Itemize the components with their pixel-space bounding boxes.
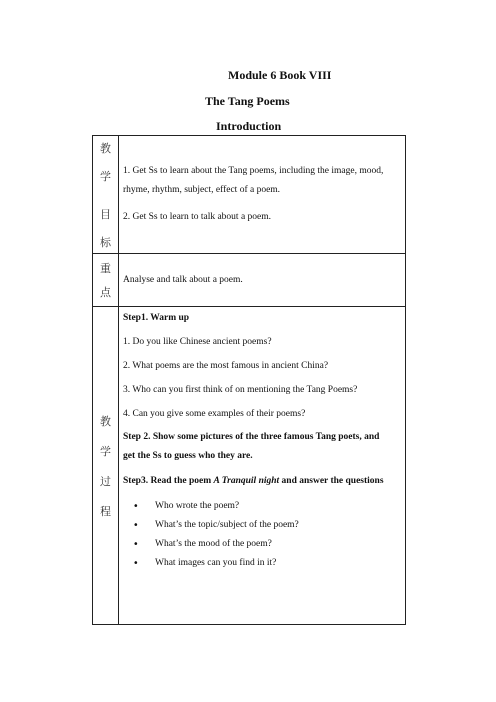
label-char: 点 <box>100 286 111 299</box>
objectives-label-cell <box>93 136 119 254</box>
question-text: Who wrote the poem? <box>155 501 240 511</box>
label-char: 过 <box>100 474 111 488</box>
step-3-prefix: Step3. Read the poem <box>123 476 214 486</box>
step-3-suffix: and answer the questions <box>279 476 384 486</box>
question-text: What images can you find in it? <box>155 558 277 568</box>
process-row <box>93 307 406 625</box>
lesson-title: The Tang Poems <box>205 94 290 108</box>
objective-1-line-1: 1. Get Ss to learn about the Tang poems, including the image, mood, <box>123 166 384 176</box>
list-item <box>123 554 401 573</box>
bullet-icon: • <box>133 558 139 569</box>
objective-1-line-2: rhyme, rhythm, subject, effect of a poem. <box>123 185 281 195</box>
label-char: 目 <box>100 207 111 221</box>
step-2-line-2: get the Ss to guess who they are. <box>123 451 253 461</box>
list-item <box>123 516 401 535</box>
warmup-question: 2. What poems are the most famous in ancient China? <box>123 361 329 371</box>
bullet-icon: • <box>133 539 139 550</box>
key-points-content-cell <box>119 254 406 307</box>
lesson-plan-table <box>92 135 406 625</box>
key-points-label-cell <box>93 254 119 307</box>
question-text: What’s the mood of the poem? <box>155 539 272 549</box>
list-item <box>123 535 401 554</box>
step-3-heading <box>123 472 401 491</box>
poem-title: A Tranquil night <box>213 476 280 486</box>
label-char: 学 <box>100 444 111 458</box>
process-label-cell <box>93 307 119 625</box>
question-list <box>123 497 401 573</box>
label-char: 程 <box>100 504 111 518</box>
label-char: 重 <box>100 262 111 275</box>
label-char: 学 <box>100 169 111 183</box>
step-2-line-1: Step 2. Show some pictures of the three famous Tang poets, and <box>123 432 380 442</box>
warmup-question: 1. Do you like Chinese ancient poems? <box>123 337 272 347</box>
question-text: What’s the topic/subject of the poem? <box>155 520 299 530</box>
label-char: 标 <box>100 235 111 249</box>
bullet-icon: • <box>133 520 139 531</box>
bullet-icon: • <box>133 501 139 512</box>
objective-2: 2. Get Ss to learn to talk about a poem. <box>123 212 272 222</box>
warmup-question: 4. Can you give some examples of their poems? <box>123 409 306 419</box>
label-char: 教 <box>100 141 111 155</box>
section-title: Introduction <box>216 119 282 133</box>
key-points-row <box>93 254 406 307</box>
objectives-row <box>93 136 406 254</box>
step-1-heading: Step1. Warm up <box>123 313 190 323</box>
label-char: 教 <box>100 414 111 428</box>
process-content-cell <box>119 307 406 625</box>
key-point-text: Analyse and talk about a poem. <box>123 274 243 285</box>
list-item <box>123 497 401 516</box>
warmup-question: 3. Who can you first think of on mentioning the Tang Poems? <box>123 385 358 395</box>
step-2-text <box>123 428 401 466</box>
objectives-content-cell <box>119 136 406 254</box>
module-title: Module 6 Book VIII <box>228 68 332 82</box>
